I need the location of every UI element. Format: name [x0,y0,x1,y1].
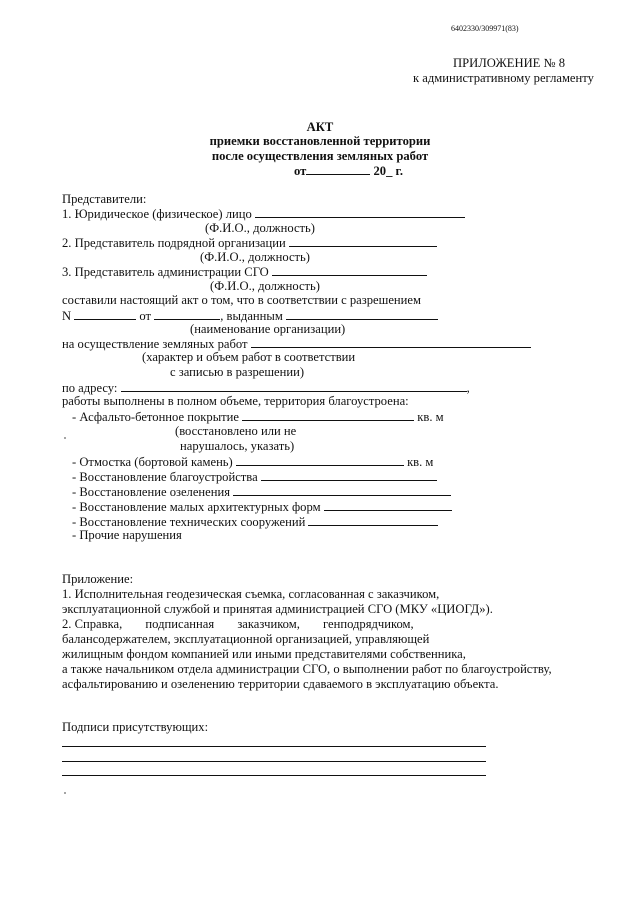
appendix-item-2-line-4: а также начальником отдела администрации СГО, о выполнении работ по благоустройству, [62,662,552,676]
organization-hint: (наименование организации) [190,322,346,336]
technical-structures-row: - Восстановление технических сооружений [72,514,438,529]
composed-statement: составили настоящий акт о том, что в соответствии с разрешением [62,293,421,307]
signature-line-3[interactable] [62,775,486,776]
work-hint-2: с записью в разрешении) [170,365,305,379]
rep1-row: 1. Юридическое (физическое) лицо [62,206,465,221]
curb-field[interactable] [236,454,404,466]
rep3-field[interactable] [272,264,427,276]
small-forms-row: - Восстановление малых архитектурных форм [72,499,452,514]
date-blank[interactable] [306,163,370,175]
restored-hint-2: нарушалось, указать) [180,439,295,453]
work-row: на осуществление земляных работ [62,336,531,351]
appendix-heading: Приложение: [62,572,134,586]
curb-row: - Отмостка (бортовой камень) кв. м [72,455,434,469]
permit-number-field[interactable] [74,308,136,320]
landscaping-row: - Восстановление благоустройства [72,469,437,484]
works-done-statement: работы выполнены в полном объеме, территория благоустроена: [62,394,409,408]
rep3-hint: (Ф.И.О., должность) [210,279,320,293]
permit-issuer-field[interactable] [286,308,438,320]
rep1-field[interactable] [255,206,465,218]
address-row: по адресу: , [62,381,470,395]
appendix-number: ПРИЛОЖЕНИЕ № 8 [453,56,565,70]
appendix-item-1-line-2: эксплуатационной службой и принятая администрацией СГО (МКУ «ЦИОГД»). [62,602,493,616]
rep2-hint: (Ф.И.О., должность) [200,250,310,264]
regulation-reference: к административному регламенту [413,71,594,85]
appendix-item-2-line-1: 2. Справка, подписанная заказчиком, генподрядчиком, [62,617,414,631]
appendix-item-2-line-5: асфальтированию и озеленению территории сдаваемого в эксплуатацию объекта. [62,677,499,691]
scan-speck [64,437,66,439]
act-title: АКТ [306,120,334,134]
act-date: от 20_ г. [294,164,403,178]
appendix-item-2-line-2: балансодержателем, эксплуатационной организацией, управляющей [62,632,430,646]
technical-structures-field[interactable] [308,514,438,526]
document-code: 6402330/309971(83) [451,24,519,33]
act-subtitle-1: приемки восстановленной территории [209,134,431,148]
permit-row: N от , выданным [62,308,438,323]
restored-hint-1: (восстановлено или не [175,424,297,438]
asphalt-field[interactable] [242,409,414,421]
other-violations-row: - Прочие нарушения [72,528,182,542]
representatives-label: Представители: [62,192,147,206]
signatures-heading: Подписи присутствующих: [62,720,209,734]
rep1-hint: (Ф.И.О., должность) [205,221,315,235]
address-field[interactable] [121,380,467,392]
rep3-row: 3. Представитель администрации СГО [62,264,427,279]
appendix-item-2-line-3: жилищным фондом компанией или иными представителями собственника, [62,647,466,661]
work-hint-1: (характер и объем работ в соответствии [142,350,356,364]
greenery-row: - Восстановление озеленения [72,484,451,499]
work-field[interactable] [251,336,531,348]
rep2-field[interactable] [289,235,437,247]
landscaping-field[interactable] [261,469,437,481]
greenery-field[interactable] [233,484,451,496]
permit-date-field[interactable] [154,308,220,320]
signature-line-2[interactable] [62,761,486,762]
scan-speck [64,792,66,794]
appendix-item-1-line-1: 1. Исполнительная геодезическая съемка, согласованная с заказчиком, [62,587,440,601]
rep2-row: 2. Представитель подрядной организации [62,235,437,250]
small-forms-field[interactable] [324,499,452,511]
signature-line-1[interactable] [62,746,486,747]
act-subtitle-2: после осуществления земляных работ [211,149,429,163]
asphalt-row: - Асфальто-бетонное покрытие кв. м [72,410,444,424]
